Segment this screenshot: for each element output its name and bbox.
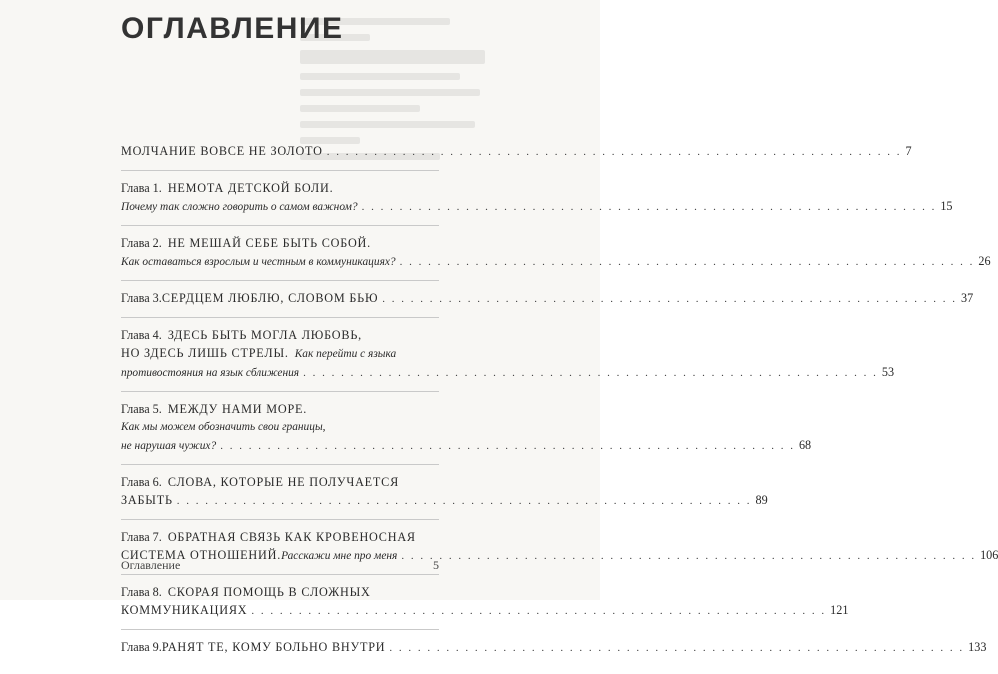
- folio-page-number: 5: [433, 558, 439, 572]
- toc-line: [121, 326, 439, 344]
- toc-entry-title: СИСТЕМА ОТНОШЕНИЙ.: [121, 548, 282, 562]
- toc-entry-title: СЕРДЦЕМ ЛЮБЛЮ, СЛОВОМ БЬЮ: [161, 291, 379, 305]
- toc-line: [121, 363, 895, 382]
- chapter-prefix: Глава 8.: [121, 585, 162, 599]
- toc-entry-title: ЗДЕСЬ БЫТЬ МОГЛА ЛЮБОВЬ,: [167, 328, 362, 342]
- toc-entry-title: РАНЯТ ТЕ, КОМУ БОЛЬНО ВНУТРИ: [161, 640, 386, 654]
- toc-entry-subtitle: Как перейти с языка: [294, 348, 397, 360]
- dot-leader: [251, 602, 826, 620]
- toc-line: [121, 583, 439, 601]
- toc-entry-chapter-3[interactable]: [121, 289, 974, 318]
- toc-line: [121, 234, 439, 252]
- toc-entry-chapter-8[interactable]: [121, 583, 849, 630]
- toc-entry-chapter-5[interactable]: [121, 400, 812, 465]
- chapter-prefix: Глава 6.: [121, 475, 162, 489]
- toc-page-number: 121: [830, 603, 849, 617]
- dot-leader: [362, 198, 937, 216]
- toc-line: [121, 179, 439, 197]
- toc-page-number: 106: [980, 548, 998, 562]
- toc-line: [121, 252, 991, 271]
- chapter-prefix: Глава 4.: [121, 328, 162, 342]
- toc-entry-chapter-9[interactable]: [121, 638, 987, 666]
- dot-leader: [400, 253, 975, 271]
- toc-line: [121, 473, 439, 491]
- toc-entry-title: СЛОВА, КОТОРЫЕ НЕ ПОЛУЧАЕТСЯ: [167, 475, 400, 489]
- toc-page-number: 26: [978, 254, 991, 268]
- toc-entry-subtitle: Как оставаться взрослым и честным в коммуникациях?: [121, 256, 396, 268]
- chapter-prefix: Глава 7.: [121, 530, 162, 544]
- toc-entry-title: НЕ МЕШАЙ СЕБЕ БЫТЬ СОБОЙ.: [167, 236, 372, 250]
- chapter-prefix: Глава 3.: [121, 291, 162, 305]
- toc-entry-subtitle: Как мы можем обозначить свои границы,: [121, 421, 326, 433]
- chapter-prefix: Глава 2.: [121, 236, 162, 250]
- table-of-contents: [121, 142, 998, 674]
- toc-entry-subtitle: Почему так сложно говорить о самом важном?: [121, 201, 358, 213]
- toc-entry-title: НЕМОТА ДЕТСКОЙ БОЛИ.: [167, 181, 334, 195]
- toc-line: [121, 436, 812, 455]
- toc-line: [121, 528, 439, 546]
- toc-line: [121, 142, 912, 161]
- page-title: ОГЛАВЛЕНИЕ: [121, 12, 344, 45]
- toc-line: [121, 289, 974, 308]
- dot-leader: [401, 547, 976, 565]
- toc-line: [121, 638, 987, 657]
- toc-entry-title: НО ЗДЕСЬ ЛИШЬ СТРЕЛЫ.: [121, 346, 289, 360]
- toc-entry-subtitle: противостояния на язык сближения: [121, 367, 300, 379]
- toc-entry-chapter-1[interactable]: [121, 179, 953, 226]
- toc-entry-title: СКОРАЯ ПОМОЩЬ В СЛОЖНЫХ: [167, 585, 371, 599]
- dot-leader: [177, 492, 752, 510]
- chapter-prefix: Глава 1.: [121, 181, 162, 195]
- toc-page-number: 37: [961, 291, 974, 305]
- dot-leader: [303, 364, 878, 382]
- toc-entry-title: МЕЖДУ НАМИ МОРЕ.: [167, 402, 308, 416]
- chapter-prefix: Глава 9.: [121, 640, 162, 654]
- toc-entry-subtitle: Расскажи мне про меня: [281, 550, 398, 562]
- toc-page-number: 68: [798, 438, 812, 452]
- toc-page-number: 7: [905, 144, 912, 158]
- toc-line: [121, 344, 439, 363]
- toc-line: [121, 400, 439, 418]
- toc-entry-title: КОММУНИКАЦИЯХ: [121, 603, 248, 617]
- toc-entry-subtitle: не нарушая чужих?: [121, 440, 217, 452]
- dot-leader: [327, 143, 902, 161]
- toc-line: [121, 197, 953, 216]
- toc-entry-chapter-2[interactable]: [121, 234, 991, 281]
- running-footer-section: Оглавление: [121, 558, 181, 572]
- dot-leader: [382, 290, 957, 308]
- toc-entry-title: МОЛЧАНИЕ ВОВСЕ НЕ ЗОЛОТО: [121, 144, 323, 158]
- toc-entry-chapter-4[interactable]: [121, 326, 895, 392]
- dot-leader: [389, 639, 964, 657]
- toc-page-number: 15: [940, 199, 953, 213]
- toc-entry-title: ЗАБЫТЬ: [121, 493, 173, 507]
- toc-page-number: 133: [968, 640, 987, 654]
- toc-entry-title: ОБРАТНАЯ СВЯЗЬ КАК КРОВЕНОСНАЯ: [167, 530, 416, 544]
- toc-line: [121, 601, 849, 620]
- toc-page-number: 53: [881, 365, 895, 379]
- chapter-prefix: Глава 5.: [121, 402, 162, 416]
- toc-line: [121, 491, 768, 510]
- dot-leader: [220, 437, 795, 455]
- toc-entry-chapter-6[interactable]: [121, 473, 768, 520]
- toc-entry-intro[interactable]: [121, 142, 912, 171]
- toc-line: [121, 418, 439, 436]
- toc-page-number: 89: [755, 493, 768, 507]
